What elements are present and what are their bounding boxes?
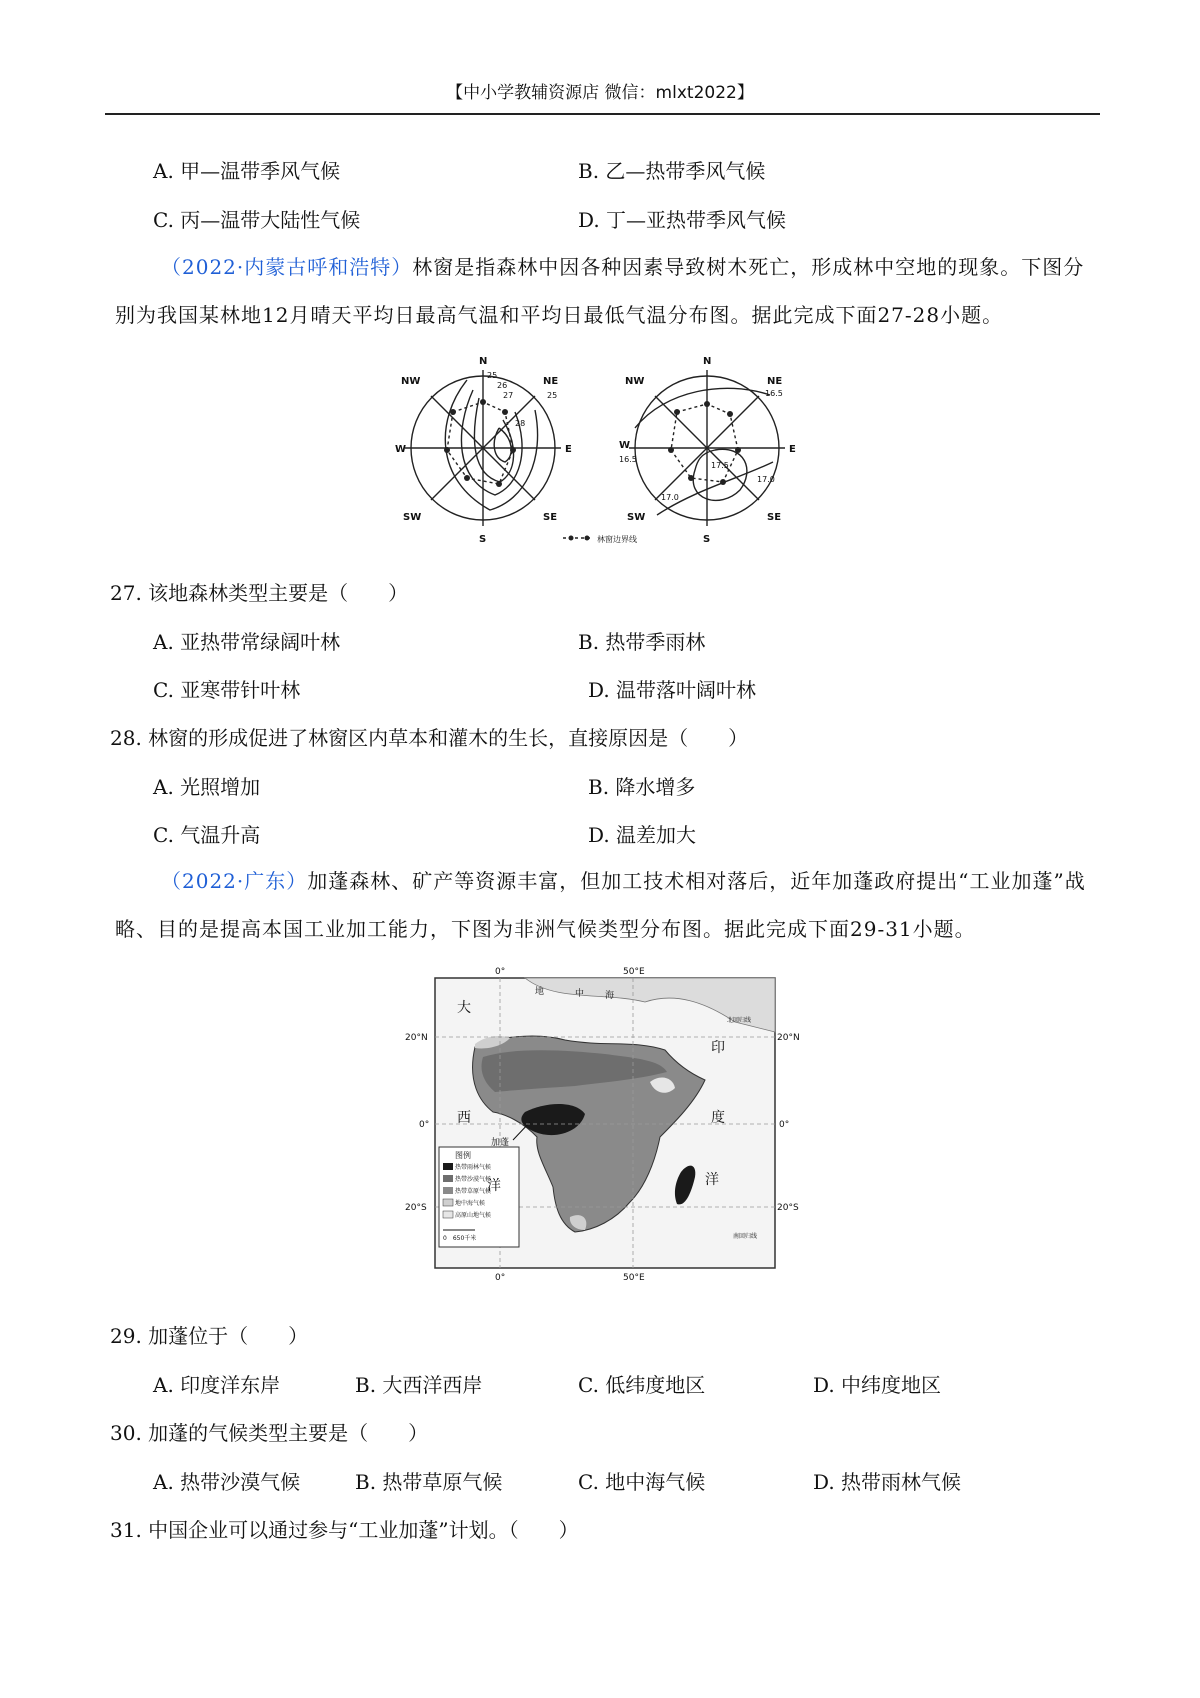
q29-option-c: C. 低纬度地区 <box>578 1373 706 1397</box>
header-divider <box>105 113 1100 115</box>
left-dir-s: S <box>479 534 487 545</box>
lat-label-left-20n: 20°N <box>405 1033 428 1043</box>
left-dir-nw: NW <box>401 376 421 387</box>
q28-option-d: D. 温差加大 <box>588 823 697 847</box>
right-iso-label-17-0a: 17.0 <box>757 475 775 484</box>
q31-stem: 31. 中国企业可以通过参与“工业加蓬”计划。（ ） <box>110 1518 579 1542</box>
page-header: 【中小学教辅资源店 微信：mlxt2022】 <box>446 83 754 103</box>
left-iso-label-27: 27 <box>503 391 514 400</box>
lat-label-right-20n: 20°N <box>777 1033 800 1043</box>
label-atlantic-1: 大 <box>457 1000 471 1016</box>
right-dir-n: N <box>703 356 712 367</box>
label-tropic-cancer: 北回归线 <box>727 1017 752 1024</box>
label-med-2: 中 <box>575 989 585 999</box>
left-dir-n: N <box>479 356 488 367</box>
label-indian-3: 洋 <box>705 1172 719 1188</box>
label-gabon: 加蓬 <box>491 1138 510 1148</box>
right-dir-w: W <box>619 440 631 451</box>
right-dir-sw: SW <box>627 512 646 523</box>
left-dir-sw: SW <box>403 512 422 523</box>
left-iso-label-25a: 25 <box>487 371 498 380</box>
left-iso-label-26: 26 <box>497 381 508 390</box>
q27-option-d: D. 温带落叶阔叶林 <box>588 678 757 702</box>
label-atlantic-2: 西 <box>457 1110 471 1126</box>
lon-label-bottom-50e: 50°E <box>623 1273 645 1282</box>
left-dir-ne: NE <box>543 376 559 387</box>
q29-stem: 29. 加蓬位于（ ） <box>110 1324 309 1348</box>
q30-option-c: C. 地中海气候 <box>578 1470 706 1494</box>
label-tropic-capricorn: 南回归线 <box>733 1233 758 1240</box>
q29-option-a: A. 印度洋东岸 <box>153 1373 281 1397</box>
label-atlantic-3: 洋 <box>487 1178 501 1194</box>
lat-label-left-20s: 20°S <box>405 1203 427 1213</box>
q27-option-b: B. 热带季雨林 <box>578 630 706 654</box>
right-dir-s: S <box>703 534 711 545</box>
q27-stem: 27. 该地森林类型主要是（ ） <box>110 581 409 605</box>
q28-option-b: B. 降水增多 <box>588 775 696 799</box>
lat-label-left-0: 0° <box>419 1120 430 1130</box>
q26-option-b: B. 乙—热带季风气候 <box>578 159 766 183</box>
lat-label-right-20s: 20°S <box>777 1203 799 1213</box>
right-iso-label-16-5a: 16.5 <box>765 389 783 398</box>
africa-climate-map <box>405 962 800 1282</box>
left-iso-label-28: 28 <box>515 419 526 428</box>
q27-option-c: C. 亚寒带针叶林 <box>153 678 301 702</box>
q30-option-d: D. 热带雨林气候 <box>813 1470 962 1494</box>
right-iso-label-17-5: 17.5 <box>711 461 729 470</box>
forest-gap-temperature-figure <box>395 350 835 550</box>
q28-option-c: C. 气温升高 <box>153 823 261 847</box>
left-dir-se: SE <box>543 512 558 523</box>
lat-label-right-0: 0° <box>779 1120 790 1130</box>
q26-option-c: C. 丙—温带大陆性气候 <box>153 208 361 232</box>
q28-stem: 28. 林窗的形成促进了林窗区内草本和灌木的生长，直接原因是（ ） <box>110 726 749 750</box>
passage-1-source: （2022·内蒙古呼和浩特） <box>161 255 413 279</box>
passage-2 <box>115 857 1095 953</box>
fig1-legend-label: 林窗边界线 <box>597 535 637 544</box>
right-iso-label-16-5b: 16.5 <box>619 455 637 464</box>
legend-item-desert: 热带沙漠气候 <box>455 1176 492 1183</box>
legend-scale: 0 650千米 <box>443 1235 477 1242</box>
passage-2-text: 加蓬森林、矿产等资源丰富，但加工技术相对落后，近年加蓬政府提出“工业加蓬”战略、目的是提高本国工业加工能力，下图为非洲气候类型分布图。据此完成下面29-31小题。 <box>115 869 1086 941</box>
passage-1-text: 林窗是指森林中因各种因素导致树木死亡，形成林中空地的现象。下图分别为我国某林地12月晴天平均日最高气温和平均日最低气温分布图。据此完成下面27-28小题。 <box>115 255 1085 327</box>
map-legend <box>439 1147 519 1247</box>
q26-option-a: A. 甲—温带季风气候 <box>153 159 341 183</box>
q30-option-a: A. 热带沙漠气候 <box>153 1470 301 1494</box>
right-dir-nw: NW <box>625 376 645 387</box>
lon-label-top-0: 0° <box>495 967 506 977</box>
left-isotherm-25 <box>445 380 537 510</box>
right-dir-ne: NE <box>767 376 783 387</box>
q29-option-d: D. 中纬度地区 <box>813 1373 942 1397</box>
right-dir-se: SE <box>767 512 782 523</box>
label-indian-2: 度 <box>711 1110 725 1126</box>
right-iso-label-17-0b: 17.0 <box>661 493 679 502</box>
q29-option-b: B. 大西洋西岸 <box>355 1373 483 1397</box>
label-indian-1: 印 <box>711 1040 725 1056</box>
label-med-1: 地 <box>535 987 545 997</box>
lon-label-bottom-0: 0° <box>495 1273 506 1282</box>
legend-item-savanna: 热带草原气候 <box>455 1188 492 1195</box>
right-dir-e: E <box>789 444 796 455</box>
right-isotherm-16-5 <box>635 388 770 428</box>
q27-option-a: A. 亚热带常绿阔叶林 <box>153 630 341 654</box>
legend-item-rainforest: 热带雨林气候 <box>455 1164 492 1171</box>
passage-1 <box>115 243 1095 339</box>
left-iso-label-25b: 25 <box>547 391 558 400</box>
label-med-3: 海 <box>605 991 615 1001</box>
left-dir-w: W <box>395 444 407 455</box>
legend-item-highland: 高原山地气候 <box>455 1212 492 1219</box>
lon-label-top-50e: 50°E <box>623 967 645 977</box>
map-legend-title: 图例 <box>455 1151 471 1160</box>
legend-item-mediterranean: 地中海气候 <box>455 1200 486 1207</box>
q30-stem: 30. 加蓬的气候类型主要是（ ） <box>110 1421 429 1445</box>
q30-option-b: B. 热带草原气候 <box>355 1470 503 1494</box>
q26-option-d: D. 丁—亚热带季风气候 <box>578 208 787 232</box>
passage-2-source: （2022·广东） <box>161 869 308 893</box>
left-dir-e: E <box>565 444 572 455</box>
q28-option-a: A. 光照增加 <box>153 775 261 799</box>
